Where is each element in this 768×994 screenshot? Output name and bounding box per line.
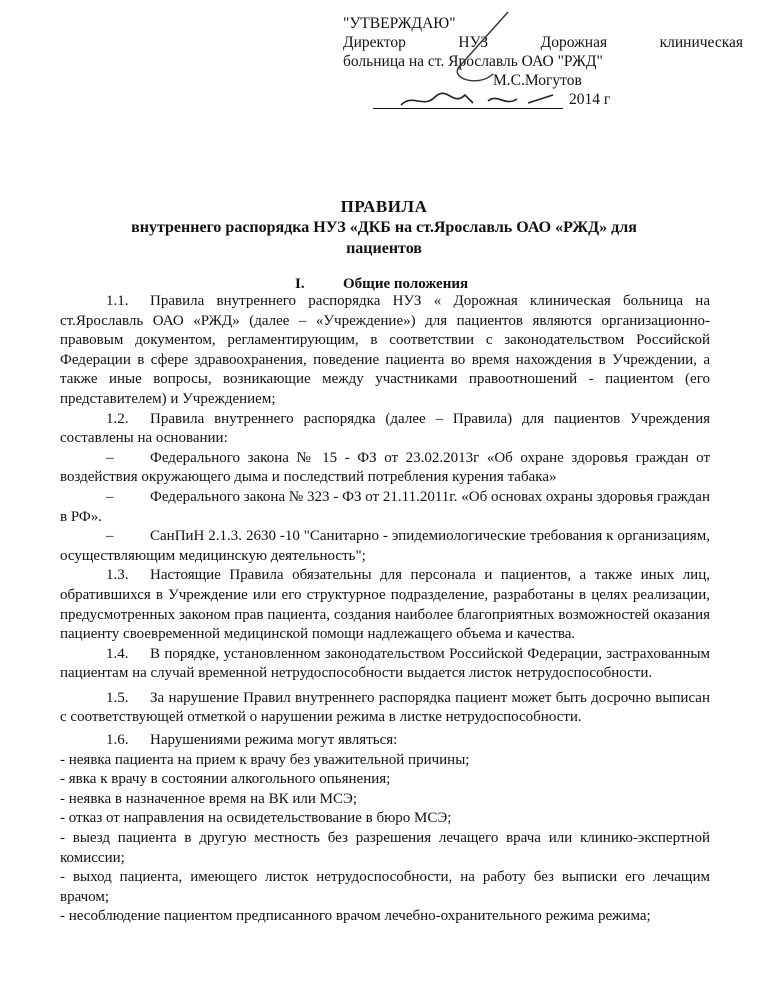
basis-item-1	[60, 449, 710, 488]
paragraph-1-6	[60, 731, 710, 751]
paragraph-number: 1.5.	[106, 689, 129, 706]
paragraph-text: Правила внутреннего распорядка НУЗ « Дорожная клиническая больница на ст.Ярославль ОАО «РЖД» (далее – «Учреждение») для пациентов являются организационно-правовым документом, регламентирующим, в соответствии с законодательством Российской Федерации в сфере здравоохранения, поведение пациента во время нахождения в Учреждении, а также иные вопросы, возникающие между участниками правоотношений - пациентом (его представителем) и Учреждением;	[60, 293, 710, 407]
title-line-1: ПРАВИЛА	[340, 197, 428, 216]
approval-hospital-line: больница на ст. Ярославль ОАО "РЖД"	[343, 53, 603, 70]
paragraph-text: Правила внутреннего распорядка (далее – Правила) для пациентов Учреждения составлены на основании:	[60, 410, 710, 447]
violation-item-2: - явка к врачу в состоянии алкогольного опьянения;	[60, 771, 391, 788]
paragraph-text: Нарушениями режима могут являться:	[150, 732, 398, 749]
paragraph-1-2	[60, 410, 710, 449]
violation-item-7: - несоблюдение пациентом предписанного врачом лечебно-охранительного режима режима;	[60, 908, 651, 925]
violation-item-5: - выезд пациента в другую местность без разрешения лечащего врача или клинико-экспертной комиссии;	[60, 830, 710, 866]
paragraph-1-3	[60, 566, 710, 644]
basis-item-3	[60, 527, 710, 566]
paragraph-text: Настоящие Правила обязательны для персонала и пациентов, а также иных лиц, обратившихся в Учреждение или его структурное подразделение, разработаны в целях реализации, предусмотренных законом прав пациента, создания наиболее благоприятных возможностей оказания пациенту своевременной медицинской помощи надлежащего объема и качества.	[60, 567, 710, 643]
paragraph-1-5	[60, 689, 710, 728]
paragraph-number: 1.3.	[106, 567, 129, 584]
violation-item-4: - отказ от направления на освидетельствование в бюро МСЭ;	[60, 810, 452, 827]
violation-item-6: - выход пациента, имеющего листок нетрудоспособности, на работу без выписки его лечащим врачом;	[60, 869, 710, 905]
basis-text: Федерального закона № 15 - ФЗ от 23.02.2013г «Об охране здоровья граждан от воздействия окружающего дыма и последствий потребления курения табака»	[60, 449, 710, 486]
approval-director-line: Директор НУЗ Дорожная клиническая	[343, 34, 743, 51]
paragraph-1-1	[60, 292, 710, 410]
approval-date	[343, 90, 743, 109]
title-line-2: внутреннего распорядка НУЗ «ДКБ на ст.Ярославль ОАО «РЖД» для	[131, 219, 637, 236]
violation-item-1: - неявка пациента на прием к врачу без уважительной причины;	[60, 751, 470, 768]
approval-block	[343, 14, 743, 109]
paragraph-number: 1.4.	[106, 645, 129, 662]
dash-mark: –	[106, 488, 114, 505]
section-title: Общие положения	[343, 276, 469, 292]
title-line-3: пациентов	[346, 240, 422, 257]
dash-mark: –	[106, 449, 114, 466]
basis-text: Федерального закона № 323 - ФЗ от 21.11.2011г. «Об основах охраны здоровья граждан в РФ».	[60, 488, 710, 525]
section-number: I.	[295, 276, 305, 292]
basis-text: СанПиН 2.1.3. 2630 -10 "Санитарно - эпидемиологические требования к организациям, осуществляющим медицинскую деятельность";	[60, 528, 710, 564]
paragraph-number: 1.6.	[106, 732, 129, 749]
violation-item-3: - неявка в назначенное время на ВК или МСЭ;	[60, 790, 358, 807]
paragraph-1-4	[60, 645, 710, 684]
signature-scribble	[438, 8, 528, 118]
approval-signatory: М.С.Могутов	[493, 72, 582, 89]
paragraph-text: За нарушение Правил внутреннего распорядка пациент может быть досрочно выписан с соответствующей отметкой о нарушении режима в листке нетрудоспособности.	[60, 689, 710, 726]
document-body	[60, 292, 710, 927]
approval-stamp: "УТВЕРЖДАЮ"	[343, 15, 456, 32]
document-title	[60, 196, 708, 259]
dash-mark: –	[106, 528, 114, 545]
paragraph-text: В порядке, установленном законодательством Российской Федерации, застрахованным пациентам на случай временной нетрудоспособности выдается листок нетрудоспособности.	[60, 645, 710, 682]
paragraph-number: 1.1.	[106, 293, 129, 309]
basis-item-2	[60, 488, 710, 527]
paragraph-number: 1.2.	[106, 410, 129, 427]
approval-year: 2014 г	[569, 91, 611, 108]
